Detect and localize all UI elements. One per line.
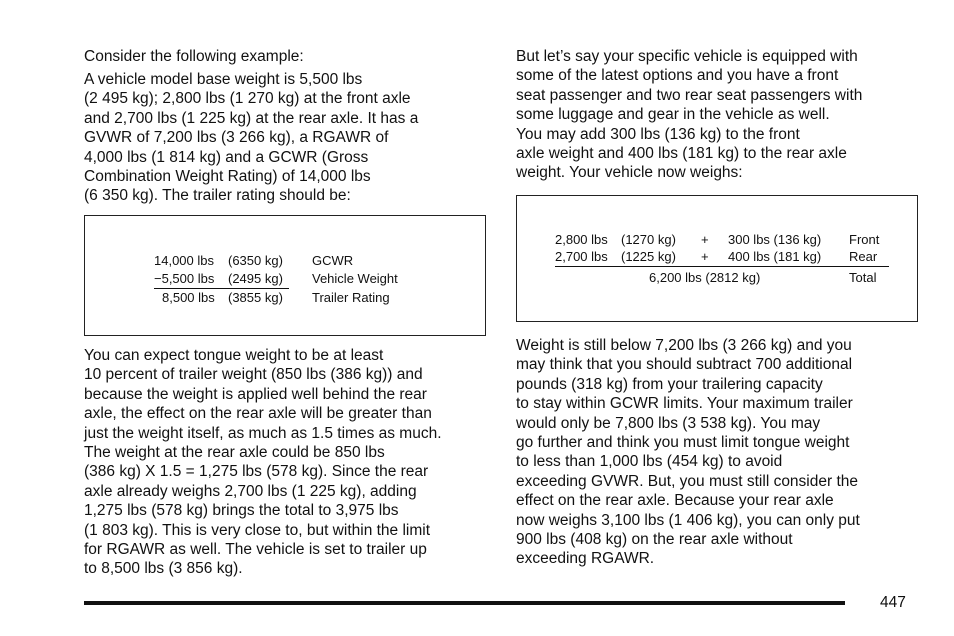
tongue-weight-paragraph: You can expect tongue weight to be at least 10 percent of trailer weight (850 lbs (386 kg)) and because the weight is applied well behind the rear axle, the effect on the rear axle will be greater than just the weight itself, as much as 1.5 times as much. The weight at the rear axle could be 850 lbs (386 kg) X 1.5 = 1,275 lbs (578 kg). Since the rear axle already weighs 2,700 lbs (1 225 kg), adding 1,275 lbs (578 kg) brings the total to 3,975 lbs (1 803 kg). This is very close to, but within the limit for RGAWR as well. The vehicle is set to trailer up to 8,500 lbs (3 856 kg). xyxy=(84,347,442,578)
table-cell-total: 6,200 lbs (2812 kg) xyxy=(649,270,761,285)
table-cell-added: 300 lbs (136 kg) xyxy=(728,232,822,247)
table-cell-lbs: 2,800 lbs xyxy=(555,232,608,247)
table-cell-kg: (6350 kg) xyxy=(228,253,283,268)
table-cell-label: GCWR xyxy=(312,253,354,268)
table-cell-plus: + xyxy=(701,232,709,247)
table-cell-plus: + xyxy=(701,249,709,264)
gvwr-limits-paragraph: Weight is still below 7,200 lbs (3 266 kg) and you may think that you should subtract 700 additional pounds (318 kg) from your trailering capacity to stay within GCWR limits. Your maximum trailer would only be 7,800 lbs (3 538 kg). You may go further and think you must limit tongue weight to less than 1,000 lbs (454 kg) to avoid exceeding GVWR. But, you must still consider the effect on the rear axle. Because your rear axle now weighs 3,100 lbs (1 406 kg), you can only put 900 lbs (408 kg) on the rear axle without exceeding RGAWR. xyxy=(516,337,860,568)
options-paragraph: But let’s say your specific vehicle is equipped with some of the latest options and you have a front seat passenger and two rear seat passengers with some luggage and gear in the vehicle as well. You may add 300 lbs (136 kg) to the front axle weight and 400 lbs (181 kg) to the rear axle weight. Your vehicle now weighs: xyxy=(516,48,863,182)
table-cell-lbs: −5,500 lbs xyxy=(154,271,215,286)
table-cell-lbs: 8,500 lbs xyxy=(162,290,215,305)
vehicle-weight-table xyxy=(516,195,918,322)
trailer-rating-table xyxy=(84,215,486,336)
example-paragraph: A vehicle model base weight is 5,500 lbs (2 495 kg); 2,800 lbs (1 270 kg) at the front axle and 2,700 lbs (1 225 kg) at the rear axle. It has a GVWR of 7,200 lbs (3 266 kg), a RGAWR of 4,000 lbs (1 814 kg) and a GCWR (Gross Combination Weight Rating) of 14,000 lbs (6 350 kg). The trailer rating should be: xyxy=(84,71,419,205)
footer-rule xyxy=(84,601,845,605)
sum-line xyxy=(555,266,889,267)
table-cell-kg: (2495 kg) xyxy=(228,271,283,286)
table-cell-total-label: Total xyxy=(849,270,877,285)
table-cell-label: Trailer Rating xyxy=(312,290,390,305)
table-cell-added: 400 lbs (181 kg) xyxy=(728,249,822,264)
intro-text: Consider the following example: xyxy=(84,48,304,65)
table-cell-kg: (3855 kg) xyxy=(228,290,283,305)
table-cell-label: Vehicle Weight xyxy=(312,271,398,286)
table-cell-lbs: 2,700 lbs xyxy=(555,249,608,264)
table-cell-label: Rear xyxy=(849,249,878,264)
table-cell-lbs: 14,000 lbs xyxy=(154,253,214,268)
page-number: 447 xyxy=(880,594,906,611)
table-cell-kg: (1225 kg) xyxy=(621,249,676,264)
table-cell-label: Front xyxy=(849,232,880,247)
table-cell-kg: (1270 kg) xyxy=(621,232,676,247)
